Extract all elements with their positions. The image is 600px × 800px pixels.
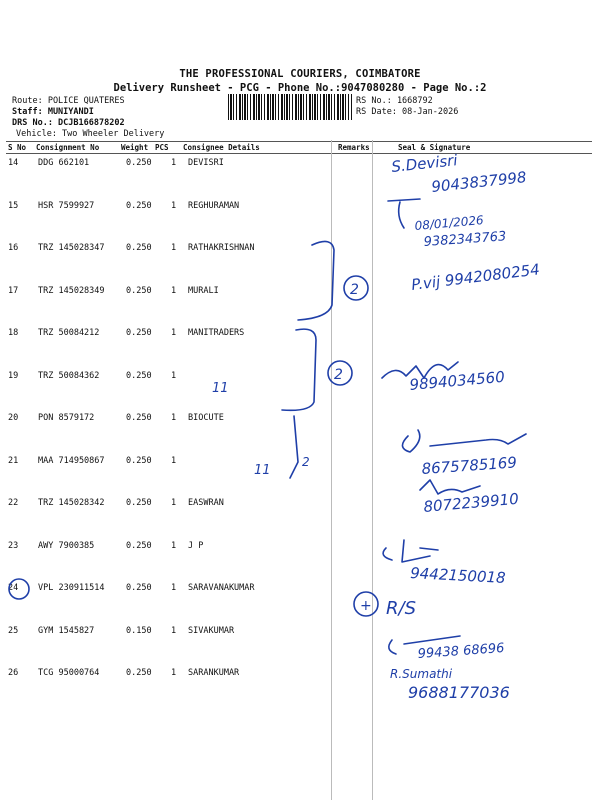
row-pcs: 1: [171, 413, 177, 423]
row-weight: 0.250: [126, 456, 152, 466]
row-consignment: TRZ 145028349: [38, 286, 105, 296]
row-weight: 0.250: [126, 201, 152, 211]
row-sno: 15: [8, 201, 19, 211]
row-consignee: SARANKUMAR: [188, 668, 240, 678]
route-label: Route: POLICE QUATERES: [12, 96, 125, 106]
hw-r23-phone: 9442150018: [409, 564, 507, 587]
hw-r26-phone: 9688177036: [408, 683, 510, 702]
hw-r17-note: P.vij 9942080254: [410, 260, 541, 294]
row-consignment: GYM 1545827: [38, 626, 95, 636]
row-consignee: REGHURAMAN: [188, 201, 240, 211]
table-row: [0, 626, 600, 640]
row-weight: 0.250: [126, 371, 152, 381]
barcode-image: [228, 94, 352, 120]
row-pcs: 1: [171, 626, 177, 636]
row-sno: 24: [8, 583, 19, 593]
table-row: [0, 583, 600, 597]
row-consignment: VPL 230911514: [38, 583, 105, 593]
header-top-rule: [6, 141, 592, 142]
hw-r14-phone: 9043837998: [430, 168, 528, 196]
hw-r22-signature: [420, 480, 480, 494]
row-weight: 0.150: [126, 626, 152, 636]
table-row: [0, 243, 600, 257]
row-consignment: HSR 7599927: [38, 201, 95, 211]
table-row: [0, 456, 600, 470]
company-title: THE PROFESSIONAL COURIERS, COIMBATORE: [179, 68, 421, 80]
row-pcs: 1: [171, 371, 177, 381]
row-consignment: TRZ 50084212: [38, 328, 100, 338]
staff-label: Staff: MUNIYANDI: [12, 107, 94, 117]
col-header-pcs: PCS: [155, 143, 169, 152]
table-row: [0, 413, 600, 427]
row-sno: 14: [8, 158, 19, 168]
row-consignment: DDG 662101: [38, 158, 90, 168]
hw-r26-name: R.Sumathi: [390, 667, 453, 681]
row-pcs: 1: [171, 498, 177, 508]
row-consignment: AWY 7900385: [38, 541, 95, 551]
row-sno: 16: [8, 243, 19, 253]
col-header-weight: Weight: [121, 143, 149, 152]
row-consignee: DEVISRI: [188, 158, 224, 168]
hw-r25-phone: 99438 68696: [417, 640, 505, 662]
row-sno: 19: [8, 371, 19, 381]
row-consignment: PON 8579172: [38, 413, 95, 423]
rs-date: RS Date: 08-Jan-2026: [356, 107, 459, 117]
row-consignee: SIVAKUMAR: [188, 626, 235, 636]
row-sno: 17: [8, 286, 19, 296]
row-sno: 21: [8, 456, 19, 466]
row-consignment: MAA 714950867: [38, 456, 105, 466]
col-header-remarks: Remarks: [338, 143, 370, 152]
hw-r24-note: R/S: [386, 598, 416, 619]
row-weight: 0.250: [126, 583, 152, 593]
row-consignee: MURALI: [188, 286, 219, 296]
row-pcs: 1: [171, 158, 177, 168]
row-consignment: TRZ 145028347: [38, 243, 105, 253]
hw-r21-signature: [402, 430, 526, 452]
hw-ditto-1: 11: [212, 381, 229, 396]
hw-r14-name: S.Devisri: [390, 151, 459, 176]
row-sno: 25: [8, 626, 19, 636]
row-pcs: 1: [171, 541, 177, 551]
row-pcs: 1: [171, 583, 177, 593]
drs-number: DRS No.: DCJB166878202: [12, 118, 125, 128]
col-header-consignee: Consignee Details: [183, 143, 260, 152]
rs-number: RS No.: 1668792: [356, 96, 433, 106]
table-row: [0, 498, 600, 512]
row-consignment: TCG 95000764: [38, 668, 100, 678]
row-pcs: 1: [171, 668, 177, 678]
row-sno: 23: [8, 541, 19, 551]
row-weight: 0.250: [126, 243, 152, 253]
remarks-right-rule: [372, 140, 373, 800]
row-consignee: J P: [188, 541, 204, 551]
row-consignment: TRZ 145028342: [38, 498, 105, 508]
hw-bracket-2-label: 2: [302, 455, 310, 469]
row-sno: 22: [8, 498, 19, 508]
row-weight: 0.250: [126, 158, 152, 168]
hw-circle-plus: +: [360, 598, 372, 614]
col-header-sno: S No: [8, 143, 27, 152]
row-weight: 0.250: [126, 286, 152, 296]
row-weight: 0.250: [126, 498, 152, 508]
hw-r21-phone: 8675785169: [421, 453, 518, 478]
hw-r22-phone: 8072239910: [422, 489, 520, 516]
row-pcs: 1: [171, 456, 177, 466]
hw-r15-date: 08/01/2026: [414, 213, 485, 233]
row-consignee: BIOCUTE: [188, 413, 224, 423]
row-weight: 0.250: [126, 541, 152, 551]
row-sno: 20: [8, 413, 19, 423]
col-header-seal: Seal & Signature: [398, 143, 471, 152]
row-weight: 0.250: [126, 328, 152, 338]
header-bottom-rule: [6, 153, 592, 154]
row-consignee: MANITRADERS: [188, 328, 245, 338]
row-pcs: 1: [171, 201, 177, 211]
row-consignee: RATHAKRISHNAN: [188, 243, 255, 253]
hw-ditto-2: 11: [254, 463, 271, 478]
table-row: [0, 541, 600, 555]
row-consignee: EASWRAN: [188, 498, 224, 508]
table-row: [0, 328, 600, 342]
table-row: [0, 201, 600, 215]
runsheet-subtitle: Delivery Runsheet - PCG - Phone No.:9047080280 - Page No.:2: [113, 82, 487, 94]
row-sno: 18: [8, 328, 19, 338]
row-weight: 0.250: [126, 668, 152, 678]
col-header-consignment: Consignment No: [36, 143, 100, 152]
hw-r15-phone: 9382343763: [423, 229, 507, 250]
table-row: [0, 286, 600, 300]
table-row: [0, 158, 600, 172]
row-pcs: 1: [171, 286, 177, 296]
table-row: [0, 371, 600, 385]
vehicle-label: Vehicle: Two Wheeler Delivery: [16, 129, 165, 139]
row-consignment: TRZ 50084362: [38, 371, 100, 381]
table-row: [0, 668, 600, 682]
hw-circle-2b: 2: [334, 367, 343, 383]
hw-r19-phone: 9894034560: [408, 367, 506, 394]
row-consignee: SARAVANAKUMAR: [188, 583, 255, 593]
row-weight: 0.250: [126, 413, 152, 423]
row-pcs: 1: [171, 328, 177, 338]
remarks-left-rule: [331, 140, 332, 800]
row-pcs: 1: [171, 243, 177, 253]
row-sno: 26: [8, 668, 19, 678]
hw-circle-2a: 2: [350, 282, 359, 298]
